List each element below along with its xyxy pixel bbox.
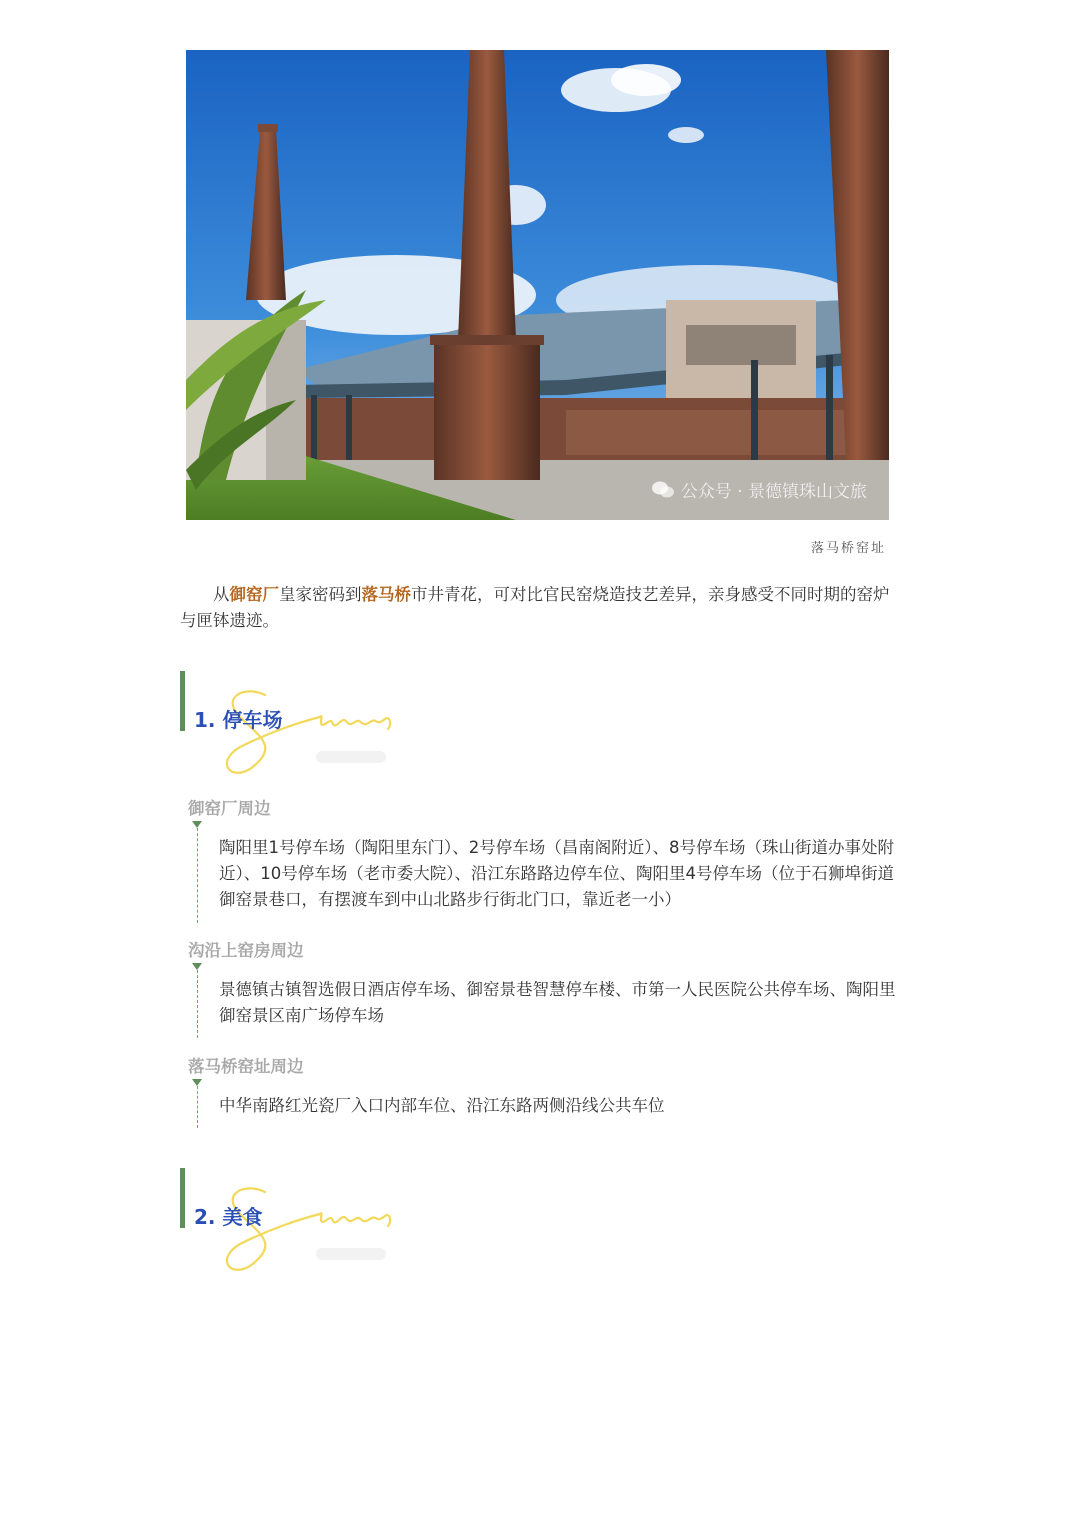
parking-list-gouyanshang: 景德镇古镇智选假日酒店停车场、御窑景巷智慧停车楼、市第一人民医院公共停车场、陶阳里御窑景区南广场停车场 [219, 980, 896, 1025]
section-bar [180, 1168, 185, 1228]
watermark-text: 公众号 · 景德镇珠山文旅 [680, 482, 867, 502]
intro-paragraph [180, 582, 896, 634]
section-title-food [180, 1168, 410, 1268]
highlight-yuyaochang: 御窑厂 [229, 585, 279, 604]
intro-text-mid: 皇家密码到 [279, 585, 362, 604]
timeline-arrow [192, 963, 202, 970]
section-bar [180, 671, 185, 731]
parking-list-luomaqiao: 中华南路红光瓷厂入口内部车位、沿江东路两侧沿线公共车位 [219, 1096, 665, 1115]
subheading-yuyaochang: 御窑厂周边 [188, 799, 271, 818]
wechat-icon [651, 480, 675, 500]
intro-text-post: 市井青花，可对比官民窑烧造技艺差异，亲身感受不同时期的窑炉与匣钵遗迹。 [180, 585, 890, 630]
section-title-text: 2. 美食 [194, 1205, 263, 1229]
timeline-arrow [192, 1079, 202, 1086]
section-title-parking [180, 671, 410, 771]
blurred-subtitle [316, 1248, 386, 1260]
blurred-subtitle [316, 751, 386, 763]
timeline-line [197, 828, 198, 923]
kiln-site-photo [186, 50, 889, 520]
subheading-gouyanshang: 沟沿上窑房周边 [188, 941, 304, 960]
timeline-line [197, 970, 198, 1038]
photo-illustration [186, 50, 889, 520]
subheading-luomaqiao: 落马桥窑址周边 [188, 1057, 304, 1076]
timeline-line [197, 1086, 198, 1128]
timeline-arrow [192, 821, 202, 828]
intro-text-pre: 从 [213, 585, 230, 604]
highlight-luomaqiao: 落马桥 [361, 585, 411, 604]
section-title-text: 1. 停车场 [194, 708, 283, 732]
photo-caption: 落马桥窑址 [810, 541, 886, 556]
watermark [651, 477, 867, 502]
parking-list-yuyaochang: 陶阳里1号停车场（陶阳里东门）、2号停车场（昌南阁附近）、8号停车场（珠山街道办事处附近）、10号停车场（老市委大院）、沿江东路路边停车位、陶阳里4号停车场（位于石狮埠街道御窑景巷口，有摆渡车到中山北路步行街北门口，靠近老一小） [219, 838, 894, 909]
